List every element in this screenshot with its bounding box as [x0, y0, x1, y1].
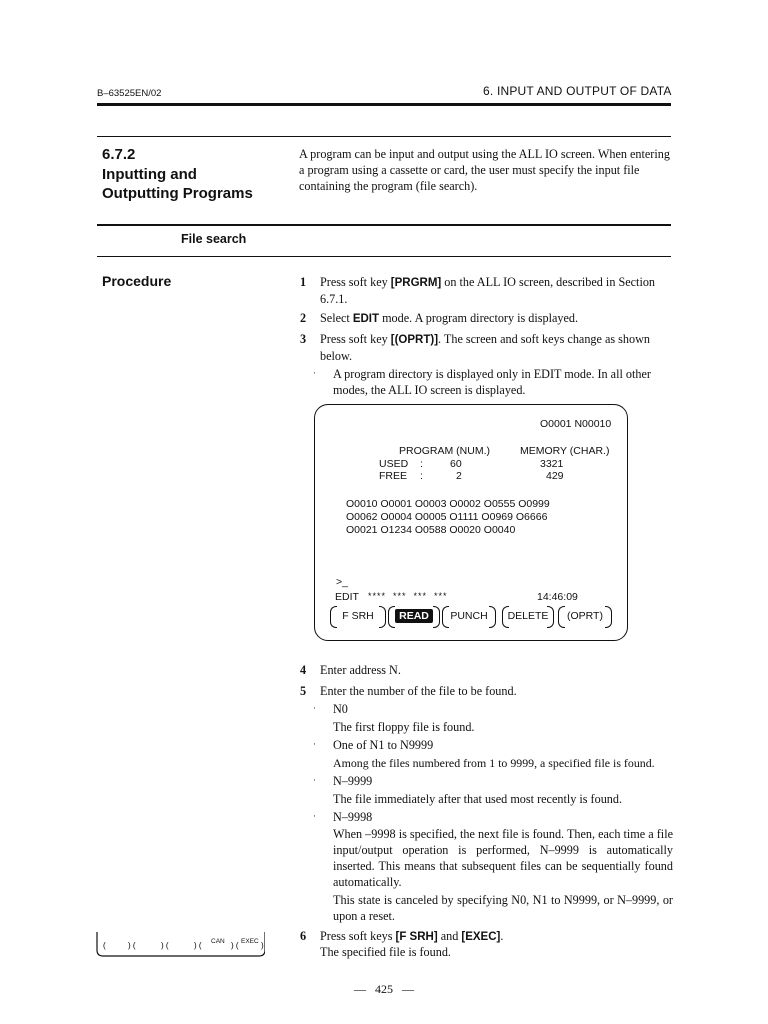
step-text: . — [500, 929, 504, 943]
step-number: 3 — [300, 332, 307, 346]
bullet-dot: · — [313, 739, 316, 749]
bracket-left — [502, 606, 509, 628]
softkey-label: (OPRT) — [567, 610, 603, 622]
chapter-title: 6. INPUT AND OUTPUT OF DATA — [483, 84, 672, 98]
softkey-label: READ — [395, 609, 433, 623]
subheading-top-rule — [97, 224, 671, 226]
bullet-dot: · — [313, 703, 316, 713]
screen-used-sep: : — [420, 458, 423, 470]
screen-col2-header: MEMORY (CHAR.) — [520, 445, 610, 457]
page-number — [0, 982, 768, 997]
note-text: A program directory is displayed only in EDIT mode. In all other modes, the ALL IO screen is displayed. — [333, 367, 651, 397]
screen-used-label: USED — [379, 458, 409, 470]
softkey-punch[interactable] — [442, 606, 496, 626]
mini-softkey-exec: EXEC — [241, 938, 259, 945]
screen-free-sep: : — [420, 470, 423, 482]
bracket-right — [489, 606, 496, 628]
step-number: 5 — [300, 684, 307, 698]
screen-free-num: 2 — [456, 470, 462, 482]
bullet-dot: · — [313, 775, 316, 785]
screen-dir-line: O0010 O0001 O0003 O0002 O0555 O0999 — [346, 498, 550, 510]
softkey-label: F SRH — [342, 610, 374, 622]
bracket-left — [442, 606, 449, 628]
bracket-right — [433, 606, 440, 628]
section-top-rule — [97, 136, 671, 137]
step-text: Press soft keys — [320, 929, 396, 943]
screen-used-num: 60 — [450, 458, 462, 470]
softkey-label: PUNCH — [450, 610, 488, 622]
softkey-delete[interactable] — [502, 606, 554, 626]
soft-key-name: [EXEC] — [461, 931, 501, 943]
option-n-9999 — [313, 773, 673, 789]
step-text: Select — [320, 311, 353, 325]
option-title: N–9999 — [333, 774, 373, 788]
subheading: File search — [181, 232, 247, 246]
softkey-oprt[interactable] — [558, 606, 612, 626]
screen-used-char: 3321 — [540, 458, 564, 470]
page-number-value: 425 — [375, 982, 393, 996]
step-3-note — [313, 366, 673, 398]
step-6-result — [300, 944, 674, 960]
step-text: mode. A program directory is displayed. — [379, 311, 579, 325]
soft-key-name: [F SRH] — [395, 931, 438, 943]
step-1 — [300, 274, 674, 307]
step-text: on the ALL IO screen, described in Section 6.7.1. — [320, 275, 656, 306]
section-number: 6.7.2 — [102, 146, 136, 163]
procedure-label: Procedure — [102, 273, 172, 289]
subheading-bottom-rule — [97, 256, 671, 257]
step-6 — [300, 928, 674, 945]
section-title — [102, 165, 282, 203]
svg-text:) (: ) ( — [161, 941, 169, 950]
mode-name: EDIT — [352, 313, 380, 325]
bracket-right — [379, 606, 386, 628]
section-title-line2: Outputting Programs — [102, 185, 253, 202]
option-n-9998 — [313, 809, 673, 825]
softkey-label: DELETE — [507, 610, 549, 622]
screen-prompt: >_ — [336, 576, 348, 588]
step-text: The specified file is found. — [320, 945, 451, 959]
step-number: 4 — [300, 663, 307, 677]
step-text: Enter address N. — [320, 663, 401, 677]
screen-free-char: 429 — [546, 470, 564, 482]
option-desc: The file immediately after that used most recently is found. — [333, 792, 623, 806]
option-title: N–9998 — [333, 810, 373, 824]
step-text: Press soft key — [320, 332, 391, 346]
mini-softkey-frame-icon — [95, 930, 265, 958]
section-intro: A program can be input and output using the ALL IO screen. When entering a program using a cassette or card, the user must specify the input file containing the program (file search). — [299, 147, 670, 193]
svg-text:) (: ) ( — [231, 941, 239, 950]
soft-key-name: [PRGRM] — [390, 277, 442, 289]
document-id: B–63525EN/02 — [97, 88, 162, 99]
screen-col1-header: PROGRAM (NUM.) — [399, 445, 490, 457]
mini-softkey-strip — [95, 930, 265, 958]
screen-time: 14:46:09 — [537, 591, 578, 603]
screen-dir-line: O0021 O1234 O0588 O0020 O0040 — [346, 524, 516, 536]
step-text: Enter the number of the file to be found. — [320, 684, 517, 698]
svg-text:) (: ) ( — [128, 941, 136, 950]
option-title: One of N1 to N9999 — [333, 738, 434, 752]
svg-text:(: ( — [103, 941, 106, 950]
mini-softkey-can: CAN — [211, 938, 225, 945]
screen-status-stars: **** *** *** *** — [368, 591, 448, 601]
svg-text:) (: ) ( — [194, 941, 202, 950]
step-number: 1 — [300, 275, 307, 289]
step-3 — [300, 331, 674, 364]
option-desc: The first floppy file is found. — [333, 720, 475, 734]
step-text: and — [437, 929, 462, 943]
bracket-right — [605, 606, 612, 628]
screen-free-label: FREE — [379, 470, 408, 482]
svg-text:): ) — [261, 941, 264, 950]
step-4 — [300, 662, 674, 678]
section-title-line1: Inputting and — [102, 166, 197, 183]
soft-key-name: [(OPRT)] — [390, 334, 439, 346]
step-number: 2 — [300, 311, 307, 325]
step-2 — [300, 310, 674, 327]
bracket-right — [547, 606, 554, 628]
screen-mode: EDIT — [335, 591, 359, 603]
dash-right: — — [402, 982, 414, 996]
option-n1-n9999 — [313, 737, 673, 753]
header-rule — [97, 103, 671, 106]
option-desc-cancel: This state is canceled by specifying N0, N1 to N9999, or N–9999, or upon a reset. — [333, 893, 673, 923]
option-n0 — [313, 701, 673, 717]
bracket-left — [558, 606, 565, 628]
bullet-dot: · — [313, 811, 316, 821]
screen-dir-line: O0062 O0004 O0005 O1111 O0969 O6666 — [346, 511, 548, 523]
bracket-left — [388, 606, 395, 628]
step-number: 6 — [300, 929, 307, 943]
screen-program-id: O0001 N00010 — [540, 418, 612, 430]
option-desc: When –9998 is specified, the next file is found. Then, each time a file input/output operation is performed, N–9999 is automatically inserted. This means that subsequent files can be sequentially found automatically. — [333, 827, 673, 889]
step-text: Press soft key — [320, 275, 391, 289]
step-text: . The screen and soft keys change as shown below. — [320, 332, 651, 363]
dash-left: — — [354, 982, 366, 996]
bracket-left — [330, 606, 337, 628]
option-title: N0 — [333, 702, 348, 716]
softkey-f-srh[interactable] — [330, 606, 386, 626]
step-5 — [300, 683, 674, 699]
softkey-read[interactable] — [388, 606, 440, 626]
option-desc: Among the files numbered from 1 to 9999, a specified file is found. — [333, 756, 655, 770]
bullet-dot: · — [313, 368, 316, 378]
